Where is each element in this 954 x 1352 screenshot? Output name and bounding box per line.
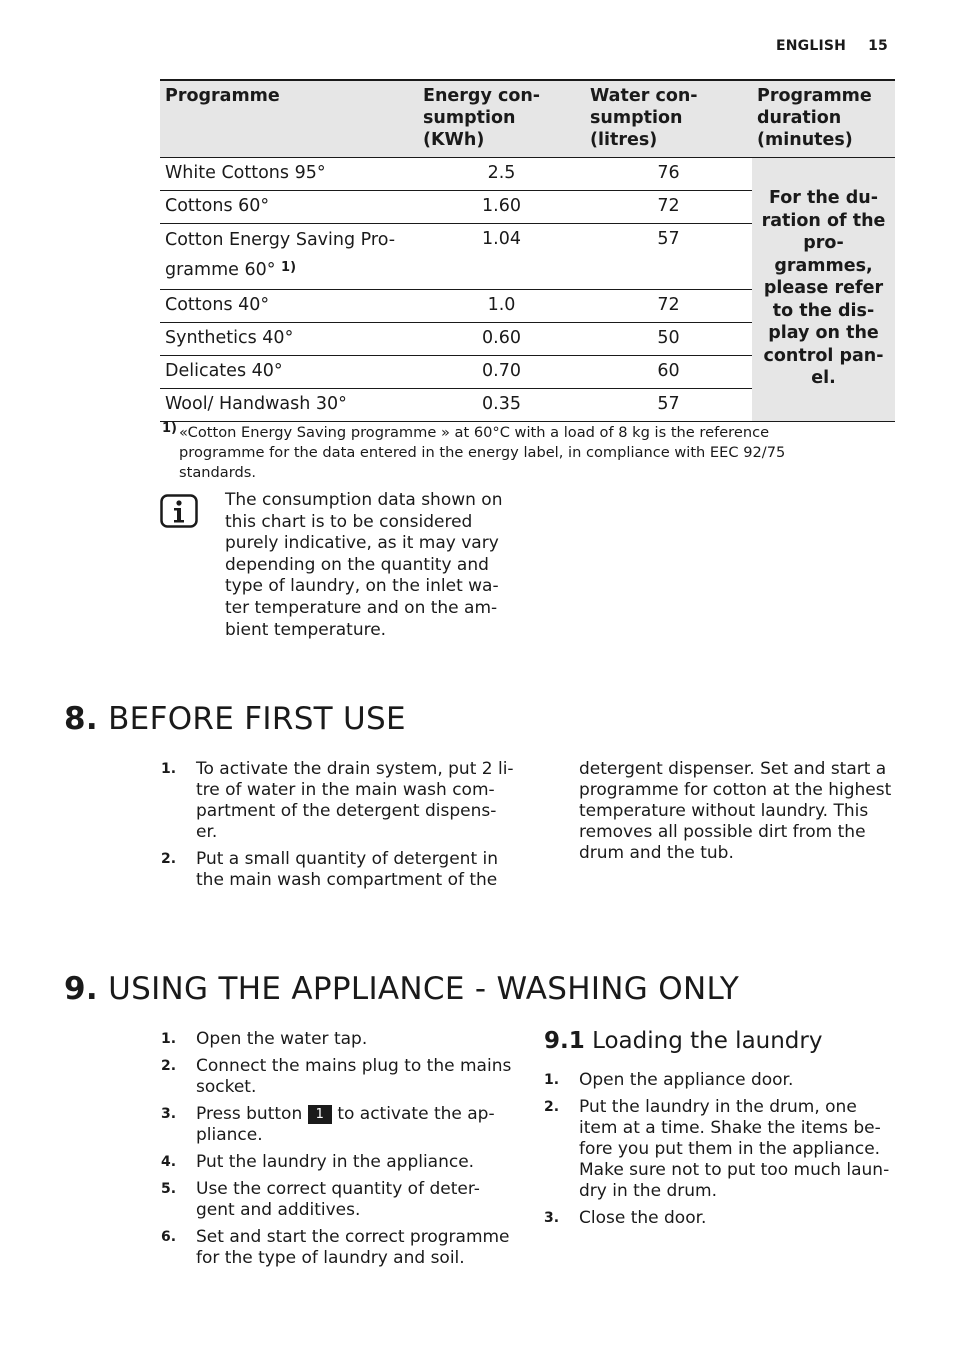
cell-energy: 1.60 <box>418 191 585 224</box>
table-header-row <box>160 80 895 158</box>
step-text-before: Press button <box>196 1104 303 1124</box>
step-number: 2. <box>161 1058 177 1074</box>
subsection-title: Loading the laundry <box>592 1028 823 1054</box>
list-item <box>544 1070 904 1091</box>
info-icon <box>160 494 198 528</box>
subsection-9-1-heading <box>544 1028 822 1054</box>
language-label: ENGLISH <box>776 38 847 54</box>
page-header <box>776 38 888 54</box>
cell-programme: Synthetics 40° <box>160 323 418 356</box>
step-number: 3. <box>161 1106 177 1122</box>
list-item <box>161 1179 526 1221</box>
list-item <box>161 849 521 891</box>
step-text: Set and start the correct programme for the type of laundry and soil. <box>196 1227 510 1268</box>
step-text: Put the laundry in the drum, one item at a time. Shake the items be- fore you put them in the appliance. Make sure not to put too much laun- dry in the drum. <box>579 1097 890 1201</box>
cell-water: 76 <box>585 158 752 191</box>
step-text: Open the appliance door. <box>579 1070 794 1090</box>
step-number: 3. <box>544 1210 560 1226</box>
cell-water: 72 <box>585 191 752 224</box>
cell-programme: Cottons 60° <box>160 191 418 224</box>
table-footnote <box>162 423 852 483</box>
step-text: Close the door. <box>579 1208 707 1228</box>
step-number: 4. <box>161 1154 177 1170</box>
cell-water: 50 <box>585 323 752 356</box>
duration-note: For the du- ration of the pro- grammes, please refer to the dis- play on the control pan- el. <box>752 158 895 422</box>
list-item <box>161 1029 526 1050</box>
cell-programme <box>160 224 418 290</box>
consumption-table <box>160 79 895 422</box>
step-text: Open the water tap. <box>196 1029 368 1049</box>
list-item <box>161 1152 526 1173</box>
cell-water: 57 <box>585 389 752 422</box>
header-water: Water con- sumption (litres) <box>585 80 752 158</box>
table-row <box>160 158 895 191</box>
footnote-text: «Cotton Energy Saving programme » at 60°C with a load of 8 kg is the reference programme for the data entered in the energy label, in compliance with EEC 92/75 standards. <box>179 424 786 481</box>
subsection-number: 9.1 <box>544 1028 585 1054</box>
step-number: 6. <box>161 1229 177 1245</box>
cell-energy: 0.60 <box>418 323 585 356</box>
cell-energy: 1.04 <box>418 224 585 290</box>
list-item <box>161 759 521 843</box>
section-9-heading <box>64 971 739 1007</box>
cell-programme: Delicates 40° <box>160 356 418 389</box>
step-text: Use the correct quantity of deter- gent and additives. <box>196 1179 480 1220</box>
step-text: Put the laundry in the appliance. <box>196 1152 475 1172</box>
header-duration: Programme duration (minutes) <box>752 80 895 158</box>
step-number: 5. <box>161 1181 177 1197</box>
step-number: 1. <box>161 1031 177 1047</box>
power-button-key: 1 <box>308 1105 332 1124</box>
section-title: BEFORE FIRST USE <box>108 701 406 737</box>
header-energy: Energy con- sumption (KWh) <box>418 80 585 158</box>
section-8-steps <box>161 759 521 897</box>
footnote-ref: 1) <box>281 260 297 275</box>
cell-programme-text: Cotton Energy Saving Pro- gramme 60° <box>165 230 396 280</box>
step-text: To activate the drain system, put 2 li- tre of water in the main wash com- partment of the detergent dispens- er. <box>196 759 514 842</box>
cell-programme: Wool/ Handwash 30° <box>160 389 418 422</box>
page-number: 15 <box>868 38 888 54</box>
cell-energy: 2.5 <box>418 158 585 191</box>
section-number: 9. <box>64 971 98 1007</box>
cell-water: 72 <box>585 290 752 323</box>
cell-water: 57 <box>585 224 752 290</box>
cell-water: 60 <box>585 356 752 389</box>
footnote-mark: 1) <box>162 421 177 436</box>
list-item <box>544 1097 904 1202</box>
step-number: 1. <box>544 1072 560 1088</box>
list-item <box>161 1104 526 1146</box>
cell-energy: 0.70 <box>418 356 585 389</box>
step-number: 1. <box>161 761 177 777</box>
step-text: Put a small quantity of detergent in the main wash compartment of the <box>196 849 499 890</box>
subsection-9-1-steps <box>544 1070 904 1235</box>
cell-energy: 1.0 <box>418 290 585 323</box>
cell-programme: Cottons 40° <box>160 290 418 323</box>
step-number: 2. <box>161 851 177 867</box>
list-item <box>161 1056 526 1098</box>
header-programme: Programme <box>160 80 418 158</box>
section-number: 8. <box>64 701 98 737</box>
section-8-continuation: detergent dispenser. Set and start a programme for cotton at the highest temperature without laundry. This removes all possible dirt from the drum and the tub. <box>579 759 892 863</box>
list-item <box>161 1227 526 1269</box>
section-title: USING THE APPLIANCE - WASHING ONLY <box>108 971 740 1007</box>
info-note-text: The consumption data shown on this chart is to be considered purely indicative, as it may vary depending on the quantity and type of laundry, on the inlet wa- ter temperature and on the am- bient temperature. <box>225 490 503 640</box>
list-item <box>544 1208 904 1229</box>
section-8-heading <box>64 701 406 737</box>
step-text: Connect the mains plug to the mains socket. <box>196 1056 512 1097</box>
step-number: 2. <box>544 1099 560 1115</box>
step-text-after: to activate the ap- pliance. <box>196 1104 495 1145</box>
cell-energy: 0.35 <box>418 389 585 422</box>
section-9-steps <box>161 1029 526 1275</box>
cell-programme: White Cottons 95° <box>160 158 418 191</box>
